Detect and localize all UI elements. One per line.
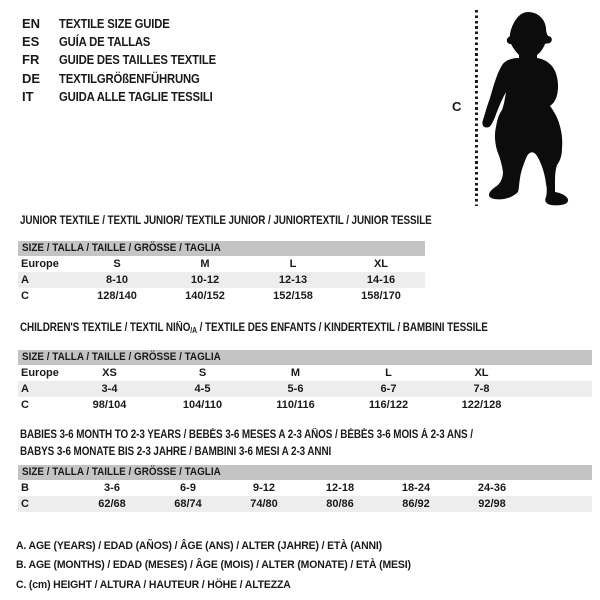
language-row	[22, 32, 239, 50]
row-label: Europe	[21, 367, 59, 379]
footnote-text: B. AGE (MONTHS) / EDAD (MESES) / ÂGE (MOIS) / ALTER (MONATE) / ETÀ (MESI)	[16, 559, 411, 572]
table-cell: 14-16	[366, 274, 396, 286]
table-row	[18, 381, 592, 397]
toddler-silhouette-icon	[479, 8, 575, 207]
language-title: GUIDE DES TAILLES TEXTILE	[59, 52, 216, 68]
table-cell: 116/122	[368, 399, 409, 411]
babies-table-rows	[18, 480, 592, 512]
table-cell: 140/152	[185, 290, 225, 302]
children-table-rows	[18, 365, 592, 413]
footnote-text: A. AGE (YEARS) / EDAD (AÑOS) / ÂGE (ANS) / ALTER (JAHRE) / ETÀ (ANNI)	[16, 540, 382, 552]
table-cell: 7-8	[473, 383, 490, 395]
table-cell: 5-6	[287, 383, 304, 395]
table-cell: 4-5	[194, 383, 211, 395]
junior-table-title	[20, 213, 499, 230]
table-cell: 3-4	[101, 383, 118, 395]
footnote-line	[16, 576, 432, 595]
table-row	[18, 365, 592, 381]
language-title: TEXTILGRÖßENFÜHRUNG	[59, 70, 200, 86]
table-cell: 80/86	[326, 498, 354, 510]
table-cell: 158/170	[361, 290, 401, 302]
table-cell: 8-10	[105, 274, 129, 286]
table-title-line	[20, 444, 473, 461]
table-cell: M	[200, 258, 210, 270]
table-title-text: BABIES 3-6 MONTH TO 2-3 YEARS / BEBÉS 3-6 MESES A 2-3 AÑOS / BÉBÉS 3-6 MOIS À 2-3 ANS /	[20, 429, 473, 441]
junior-size-table	[18, 241, 425, 304]
table-cell: 128/140	[97, 290, 137, 302]
row-label: C	[21, 399, 29, 411]
language-code: ES	[22, 34, 40, 50]
footnote-line	[16, 556, 432, 575]
row-label: C	[21, 290, 29, 302]
table-row	[18, 256, 425, 272]
table-cell: 6-9	[180, 482, 196, 494]
table-cell: 110/116	[276, 399, 315, 411]
table-row	[18, 272, 425, 288]
babies-size-table	[18, 465, 592, 512]
table-cell: 9-12	[252, 482, 276, 494]
footnotes	[16, 537, 432, 595]
row-label: A	[21, 274, 29, 286]
junior-table-rows	[18, 256, 425, 304]
children-size-table	[18, 350, 592, 413]
table-cell: XS	[102, 367, 117, 379]
table-cell: 104/110	[182, 399, 223, 411]
table-title-text: / TEXTILE DES ENFANTS / KINDERTEXTIL / BAMBINI TESSILE	[197, 322, 488, 334]
language-row	[22, 88, 239, 106]
language-code: DE	[22, 70, 41, 86]
table-cell: 74/80	[250, 498, 278, 510]
table-cell: 122/128	[461, 399, 502, 411]
table-title-line	[20, 427, 473, 444]
row-label: B	[21, 482, 29, 494]
size-header-text: SIZE / TALLA / TAILLE / GRÖSSE / TAGLIA	[22, 242, 221, 254]
height-c-label: C	[452, 99, 462, 114]
table-cell: S	[198, 367, 207, 379]
language-row	[22, 69, 239, 87]
table-title-text: /A	[190, 326, 198, 335]
footnote-line	[16, 537, 432, 556]
table-cell: L	[289, 258, 297, 270]
table-title-line	[20, 320, 488, 340]
table-cell: XL	[474, 367, 489, 379]
table-cell: 92/98	[478, 498, 506, 510]
table-title-line	[20, 213, 432, 230]
footnote-text: C. (cm) HEIGHT / ALTURA / HAUTEUR / HÖHE / ALTEZZA	[16, 578, 291, 591]
table-cell: 6-7	[380, 383, 397, 395]
language-code: EN	[22, 15, 41, 31]
table-title-text: JUNIOR TEXTILE / TEXTIL JUNIOR/ TEXTILE JUNIOR / JUNIORTEXTIL / JUNIOR TESSILE	[20, 215, 432, 227]
size-header-text: SIZE / TALLA / TAILLE / GRÖSSE / TAGLIA	[22, 466, 221, 478]
table-cell: 98/104	[92, 399, 127, 411]
table-cell: L	[385, 367, 392, 379]
table-cell: 68/74	[174, 498, 202, 510]
table-cell: 18-24	[401, 482, 431, 494]
table-cell: M	[290, 367, 301, 379]
row-label: Europe	[21, 258, 59, 270]
row-label: A	[21, 383, 29, 395]
table-cell: 24-36	[477, 482, 507, 494]
table-cell: 86/92	[402, 498, 430, 510]
language-title: TEXTILE SIZE GUIDE	[59, 15, 170, 31]
table-cell: 12-18	[325, 482, 355, 494]
table-cell: 62/68	[98, 498, 126, 510]
table-cell: 10-12	[190, 274, 220, 286]
children-table-title	[20, 320, 564, 340]
table-cell: 3-6	[104, 482, 120, 494]
row-label: C	[21, 498, 29, 510]
language-row	[22, 51, 239, 69]
babies-table-title	[20, 427, 547, 460]
size-header-bar	[18, 241, 425, 256]
table-row	[18, 480, 592, 496]
table-cell: 152/158	[273, 290, 313, 302]
height-dotted-line	[475, 10, 478, 206]
language-title: GUIDA ALLE TAGLIE TESSILI	[59, 89, 213, 105]
table-cell: S	[113, 258, 121, 270]
table-row	[18, 496, 592, 512]
language-title: GUÍA DE TALLAS	[59, 34, 151, 50]
language-row	[22, 14, 239, 32]
table-title-text: BABYS 3-6 MONATE BIS 2-3 JAHRE / BAMBINI 3-6 MESI A 2-3 ANNI	[20, 445, 332, 458]
language-code: FR	[22, 52, 40, 68]
table-title-text: CHILDREN'S TEXTILE / TEXTIL NIÑO	[20, 322, 191, 334]
table-row	[18, 288, 425, 304]
table-cell: 12-13	[278, 274, 308, 286]
table-cell: XL	[373, 258, 389, 270]
table-row	[18, 397, 592, 413]
size-header-text: SIZE / TALLA / TAILLE / GRÖSSE / TAGLIA	[22, 351, 221, 363]
size-header-bar	[18, 465, 592, 480]
language-title-list	[22, 14, 239, 106]
size-header-bar	[18, 350, 592, 365]
language-code: IT	[22, 89, 34, 105]
